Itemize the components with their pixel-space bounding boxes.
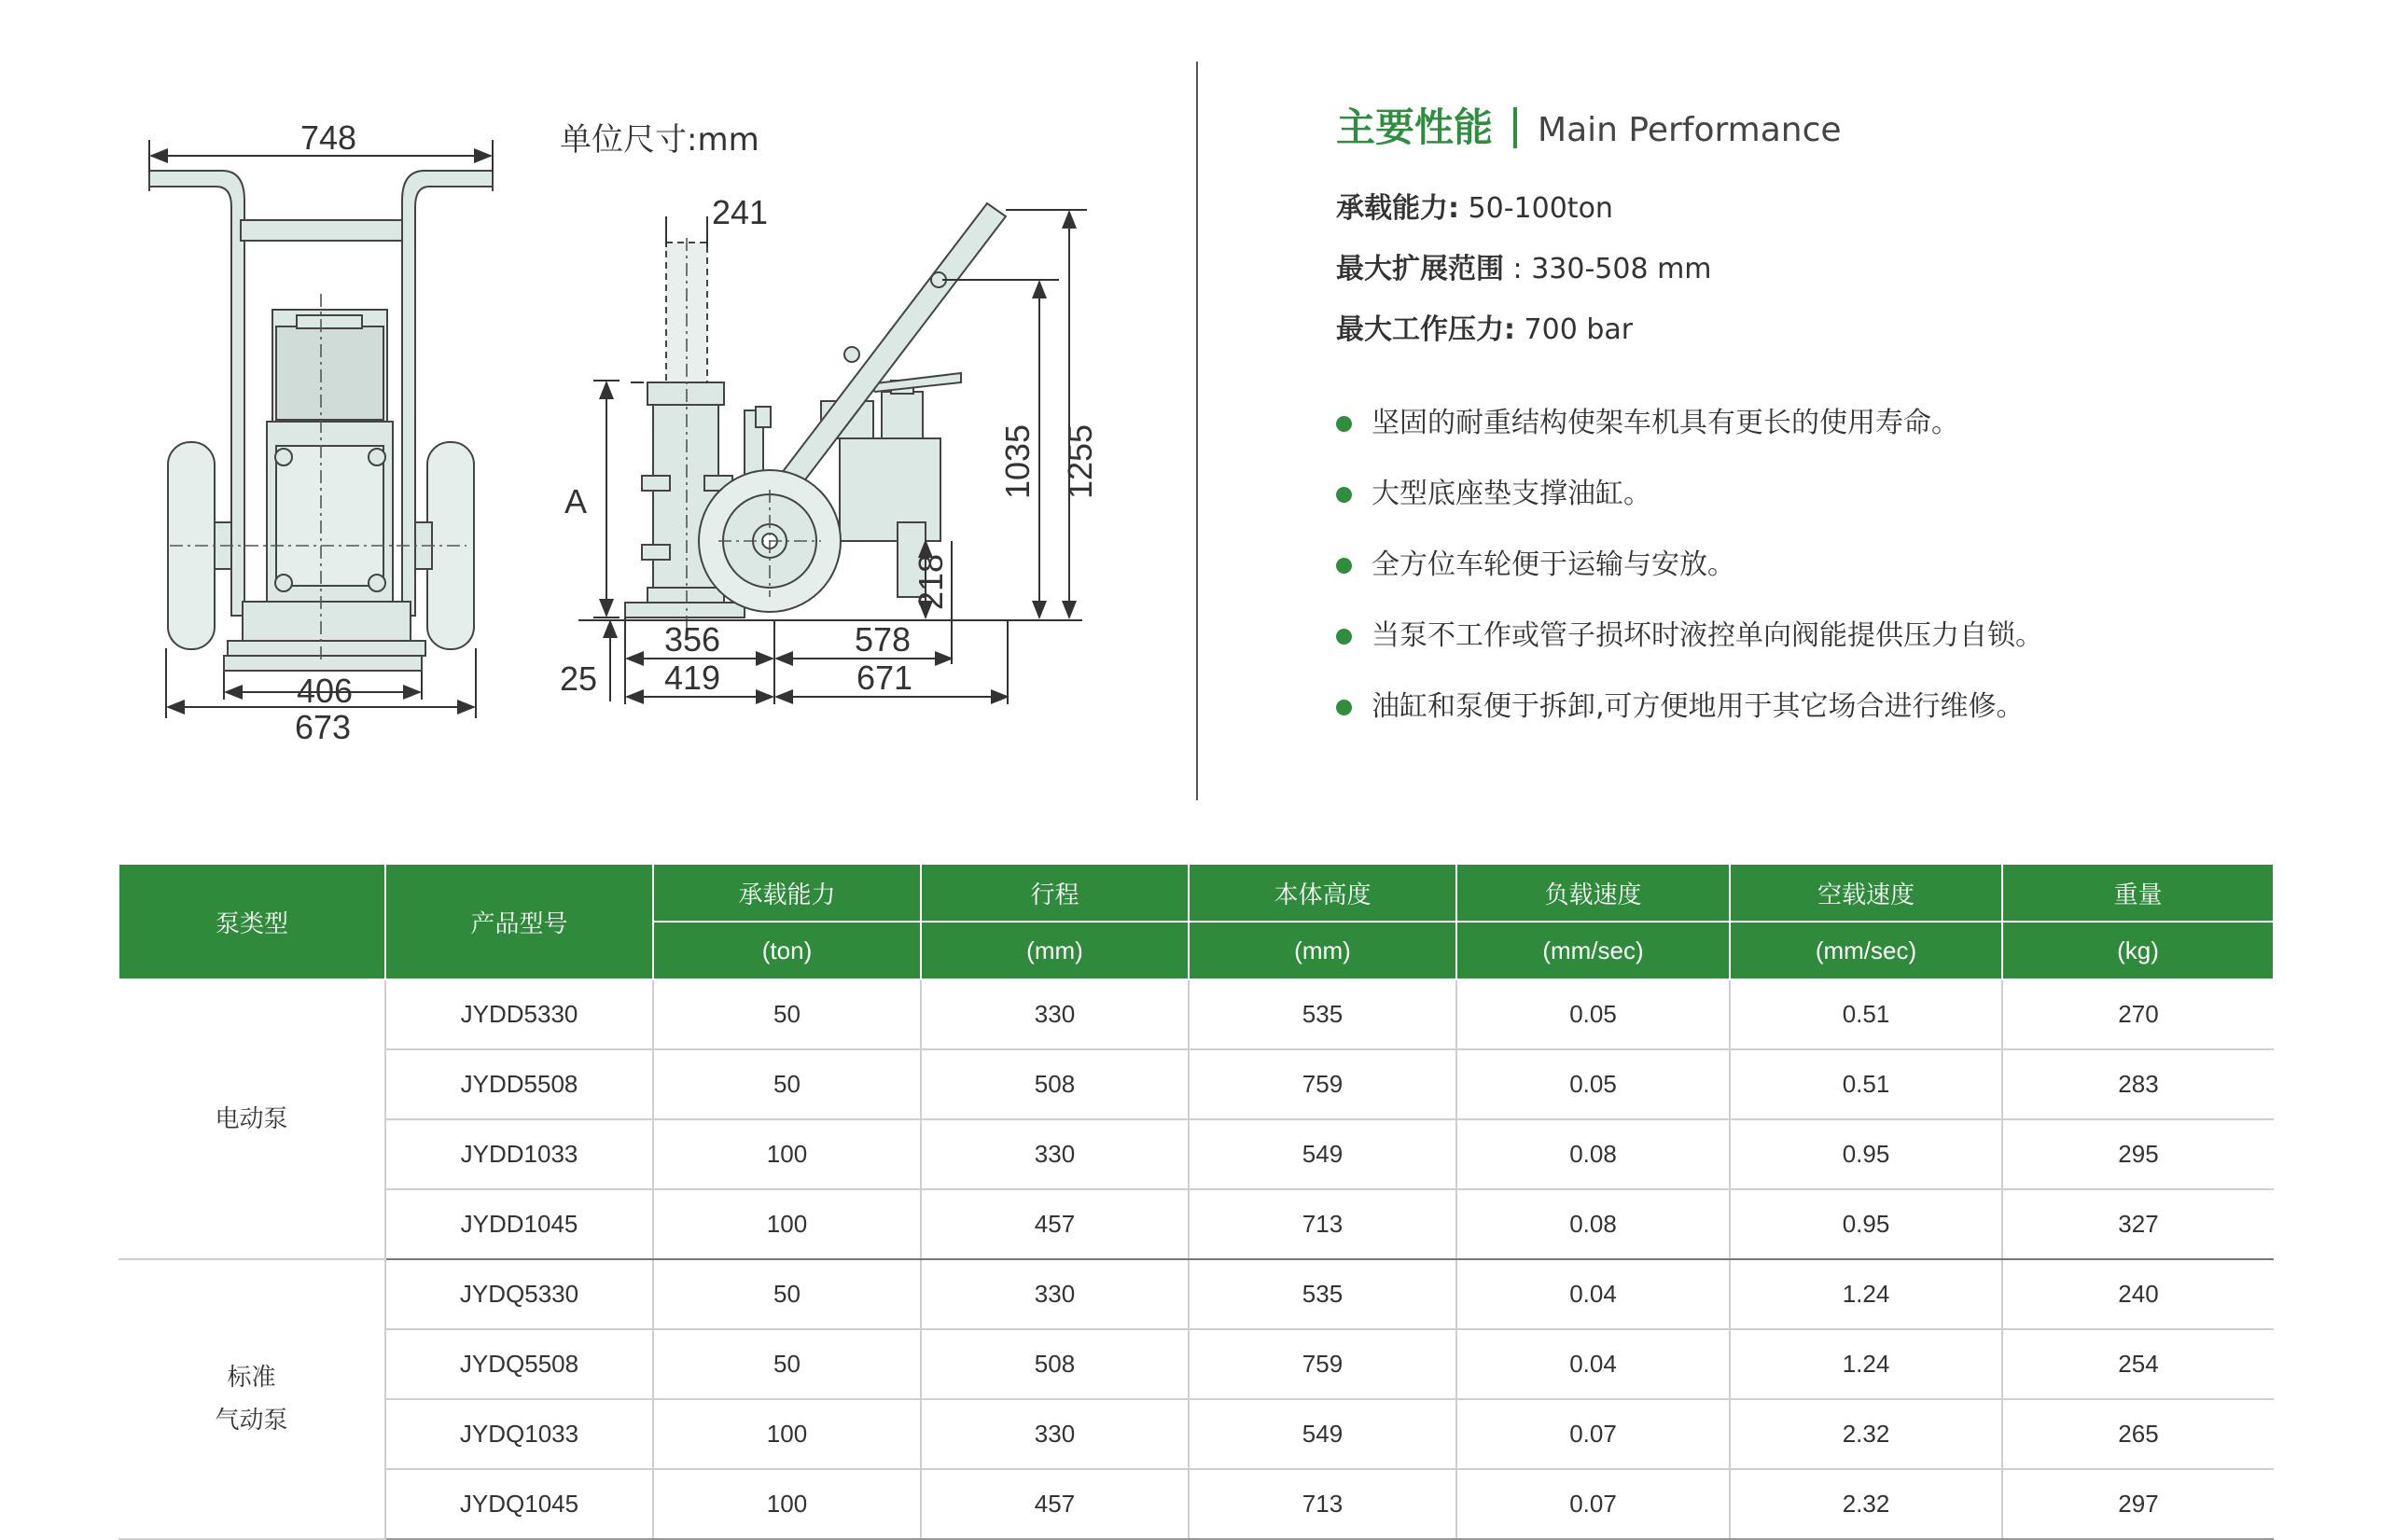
idle-speed-cell: 2.32 <box>1730 1399 2002 1469</box>
height-cell: 713 <box>1189 1469 1456 1539</box>
header-height-unit: (mm) <box>1189 922 1456 979</box>
weight-cell: 240 <box>2002 1259 2274 1329</box>
performance-title-cn: 主要性能 <box>1336 104 1494 150</box>
feature-item <box>1336 687 2043 757</box>
load-speed-cell: 0.04 <box>1456 1329 1730 1399</box>
load-speed-cell: 0.04 <box>1456 1259 1730 1329</box>
table-row <box>118 1469 2274 1539</box>
header-stroke-unit: (mm) <box>921 922 1189 979</box>
header-capacity: 承载能力 <box>653 864 921 922</box>
feature-text: 大型底座垫支撑油缸。 <box>1372 478 1651 510</box>
dim-1255: 1255 <box>1061 423 1099 500</box>
model-cell: JYDD5330 <box>385 979 653 1049</box>
bullet-dot-icon <box>1336 487 1352 503</box>
load-speed-cell: 0.08 <box>1456 1119 1730 1189</box>
pump-type-label: 气动泵 <box>215 1407 288 1435</box>
height-cell: 535 <box>1189 979 1456 1049</box>
bullet-dot-icon <box>1336 700 1352 715</box>
model-cell: JYDQ5508 <box>385 1329 653 1399</box>
load-speed-cell: 0.07 <box>1456 1399 1730 1469</box>
header-load-speed: 负载速度 <box>1456 864 1730 922</box>
spec-value: : 330-508 mm <box>1512 253 1712 285</box>
stroke-cell: 330 <box>921 979 1189 1049</box>
feature-text: 坚固的耐重结构使架车机具有更长的使用寿命。 <box>1372 407 1959 439</box>
capacity-cell: 100 <box>653 1189 921 1259</box>
feature-item <box>1336 545 2043 616</box>
dim-25: 25 <box>559 659 598 698</box>
dim-406: 406 <box>296 672 354 710</box>
bullet-dot-icon <box>1336 558 1352 574</box>
performance-title <box>1336 97 1842 154</box>
dim-a: A <box>564 482 588 520</box>
capacity-cell: 100 <box>653 1119 921 1189</box>
load-speed-cell: 0.05 <box>1456 1049 1730 1119</box>
stroke-cell: 457 <box>921 1189 1189 1259</box>
load-speed-cell: 0.08 <box>1456 1189 1730 1259</box>
dim-671: 671 <box>856 659 913 697</box>
idle-speed-cell: 0.51 <box>1730 979 2002 1049</box>
vertical-divider <box>1196 62 1198 800</box>
title-separator <box>1513 107 1517 148</box>
spec-label: 最大工作压力: <box>1336 313 1515 346</box>
pump-type-cell <box>118 1259 385 1539</box>
stroke-cell: 508 <box>921 1329 1189 1399</box>
weight-cell: 265 <box>2002 1399 2274 1469</box>
stroke-cell: 457 <box>921 1469 1189 1539</box>
table-row <box>118 1329 2274 1399</box>
table-row <box>118 1119 2274 1189</box>
table-body <box>118 979 2274 1539</box>
height-cell: 535 <box>1189 1259 1456 1329</box>
stroke-cell: 508 <box>921 1049 1189 1119</box>
spec-value: 50-100ton <box>1468 192 1613 225</box>
table-row <box>118 979 2274 1049</box>
dim-241: 241 <box>711 193 769 231</box>
bullet-dot-icon <box>1336 416 1352 432</box>
header-model: 产品型号 <box>385 864 653 979</box>
height-cell: 713 <box>1189 1189 1456 1259</box>
pump-type-label: 电动泵 <box>215 1105 288 1133</box>
model-cell: JYDQ1033 <box>385 1399 653 1469</box>
height-cell: 549 <box>1189 1399 1456 1469</box>
capacity-cell: 100 <box>653 1469 921 1539</box>
idle-speed-cell: 0.51 <box>1730 1049 2002 1119</box>
dim-218: 218 <box>912 553 950 611</box>
spec-label: 承载能力: <box>1336 192 1459 225</box>
spec-table <box>118 863 2275 1540</box>
spec-value: 700 bar <box>1524 313 1634 346</box>
header-weight: 重量 <box>2002 864 2274 922</box>
header-height: 本体高度 <box>1189 864 1456 922</box>
unit-label: 单位尺寸:mm <box>560 121 759 159</box>
model-cell: JYDD1033 <box>385 1119 653 1189</box>
header-stroke: 行程 <box>921 864 1189 922</box>
idle-speed-cell: 1.24 <box>1730 1329 2002 1399</box>
weight-cell: 295 <box>2002 1119 2274 1189</box>
load-speed-cell: 0.07 <box>1456 1469 1730 1539</box>
header-load-speed-unit: (mm/sec) <box>1456 922 1730 979</box>
capacity-cell: 50 <box>653 979 921 1049</box>
stroke-cell: 330 <box>921 1399 1189 1469</box>
dim-356: 356 <box>663 620 721 659</box>
feature-item <box>1336 403 2043 474</box>
idle-speed-cell: 0.95 <box>1730 1119 2002 1189</box>
weight-cell: 254 <box>2002 1329 2274 1399</box>
stroke-cell: 330 <box>921 1259 1189 1329</box>
weight-cell: 270 <box>2002 979 2274 1049</box>
spec-range <box>1336 245 1712 286</box>
load-speed-cell: 0.05 <box>1456 979 1730 1049</box>
spec-label: 最大扩展范围 <box>1336 253 1504 285</box>
pump-type-label: 标准 <box>227 1364 276 1392</box>
dim-1035: 1035 <box>998 423 1037 500</box>
dim-419: 419 <box>663 659 721 697</box>
feature-text: 油缸和泵便于拆卸,可方便地用于其它场合进行维修。 <box>1372 690 2025 723</box>
header-pump-type: 泵类型 <box>118 864 385 979</box>
idle-speed-cell: 1.24 <box>1730 1259 2002 1329</box>
header-idle-speed-unit: (mm/sec) <box>1730 922 2002 979</box>
height-cell: 759 <box>1189 1329 1456 1399</box>
weight-cell: 297 <box>2002 1469 2274 1539</box>
feature-text: 全方位车轮便于运输与安放。 <box>1372 548 1735 581</box>
weight-cell: 327 <box>2002 1189 2274 1259</box>
table-row <box>118 1399 2274 1469</box>
spec-pressure <box>1336 306 1633 347</box>
feature-item <box>1336 616 2043 687</box>
dim-578: 578 <box>854 620 912 659</box>
dim-748: 748 <box>299 118 357 157</box>
bullet-dot-icon <box>1336 629 1352 645</box>
feature-item <box>1336 474 2043 545</box>
model-cell: JYDQ5330 <box>385 1259 653 1329</box>
feature-text: 当泵不工作或管子损坏时液控单向阀能提供压力自锁。 <box>1372 619 2043 652</box>
dim-673: 673 <box>294 708 352 746</box>
capacity-cell: 100 <box>653 1399 921 1469</box>
header-idle-speed: 空载速度 <box>1730 864 2002 922</box>
table-row <box>118 1189 2274 1259</box>
feature-list <box>1336 403 2043 757</box>
table-row <box>118 1049 2274 1119</box>
idle-speed-cell: 2.32 <box>1730 1469 2002 1539</box>
capacity-cell: 50 <box>653 1259 921 1329</box>
model-cell: JYDD5508 <box>385 1049 653 1119</box>
table-row <box>118 1259 2274 1329</box>
height-cell: 759 <box>1189 1049 1456 1119</box>
header-weight-unit: (kg) <box>2002 922 2274 979</box>
spec-capacity <box>1336 185 1613 226</box>
height-cell: 549 <box>1189 1119 1456 1189</box>
weight-cell: 283 <box>2002 1049 2274 1119</box>
capacity-cell: 50 <box>653 1049 921 1119</box>
model-cell: JYDD1045 <box>385 1189 653 1259</box>
stroke-cell: 330 <box>921 1119 1189 1189</box>
model-cell: JYDQ1045 <box>385 1469 653 1539</box>
capacity-cell: 50 <box>653 1329 921 1399</box>
performance-title-en: Main Performance <box>1538 111 1842 149</box>
idle-speed-cell: 0.95 <box>1730 1189 2002 1259</box>
pump-type-cell <box>118 979 385 1259</box>
header-capacity-unit: (ton) <box>653 922 921 979</box>
